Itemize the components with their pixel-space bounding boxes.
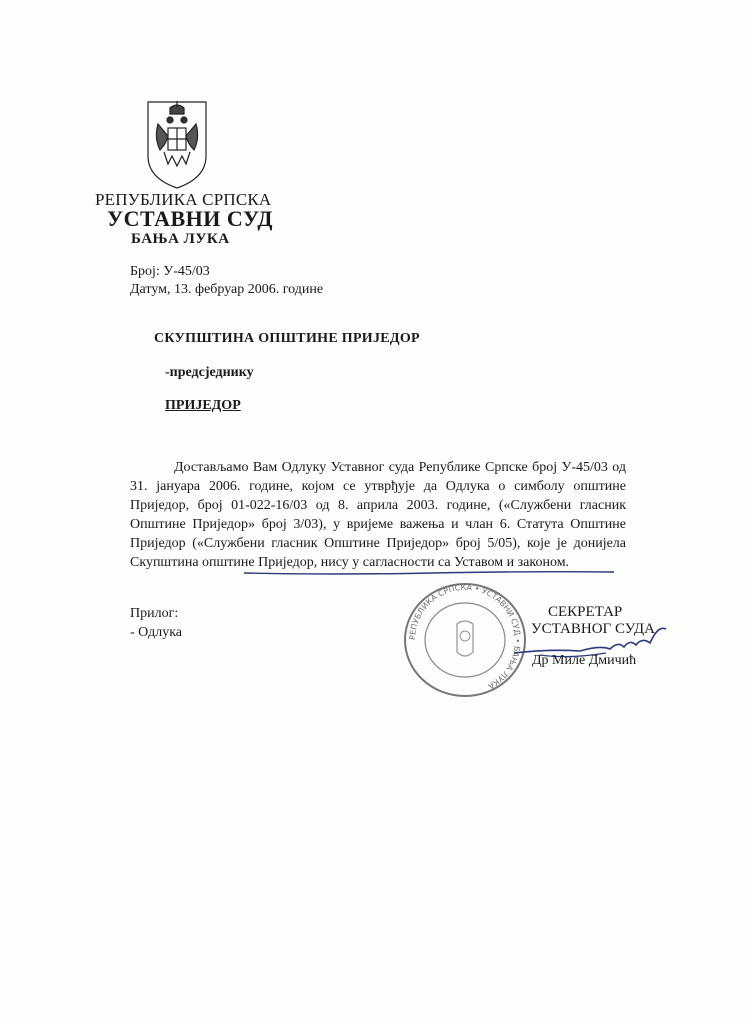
document-date: Датум, 13. фебруар 2006. године <box>130 282 324 297</box>
court-name: УСТАВНИ СУД <box>107 206 274 231</box>
coat-of-arms-icon <box>146 98 208 190</box>
attachment-label: Прилог: <box>130 606 179 621</box>
attachment-item: - Одлука <box>130 625 183 640</box>
signatory-name: Др Миле Дмичић <box>532 653 637 668</box>
signatory-title: СЕКРЕТАР <box>548 604 623 620</box>
body-text <box>130 458 626 572</box>
addressee-city: ПРИЈЕДОР <box>165 398 241 413</box>
addressee-recipient: -предсједнику <box>165 365 254 380</box>
stamp-text: РЕПУБЛИКА СРПСКА • УСТАВНИ СУД • БАЊА ЛУКА <box>407 582 523 691</box>
handwritten-underline <box>242 570 617 576</box>
addressee-institution: СКУПШТИНА ОПШТИНЕ ПРИЈЕДОР <box>154 331 420 346</box>
body-paragraph: Достављамо Вам Одлуку Уставног суда Републике Српске број У-45/03 од 31. јануара 2006. године, којом се утврђује да Одлука о симболу општине Приједор, број 01-022-16/03 од 8. априла 2003. године, («Службени гласник Општине Приједор» број 3/03), у вријеме важења и члан 6. Статута Општине Приједор («Службени гласник Општине Приједор» број 5/05), које је донијела Скупштина општине Приједор, нису у сагласности са Уставом и законом. <box>130 460 626 570</box>
reference-number: Број: У-45/03 <box>130 264 210 279</box>
republic-name: РЕПУБЛИКА СРПСКА <box>95 190 272 209</box>
signatory-institution: УСТАВНОГ СУДА <box>531 621 655 637</box>
court-city: БАЊА ЛУКА <box>131 231 230 247</box>
